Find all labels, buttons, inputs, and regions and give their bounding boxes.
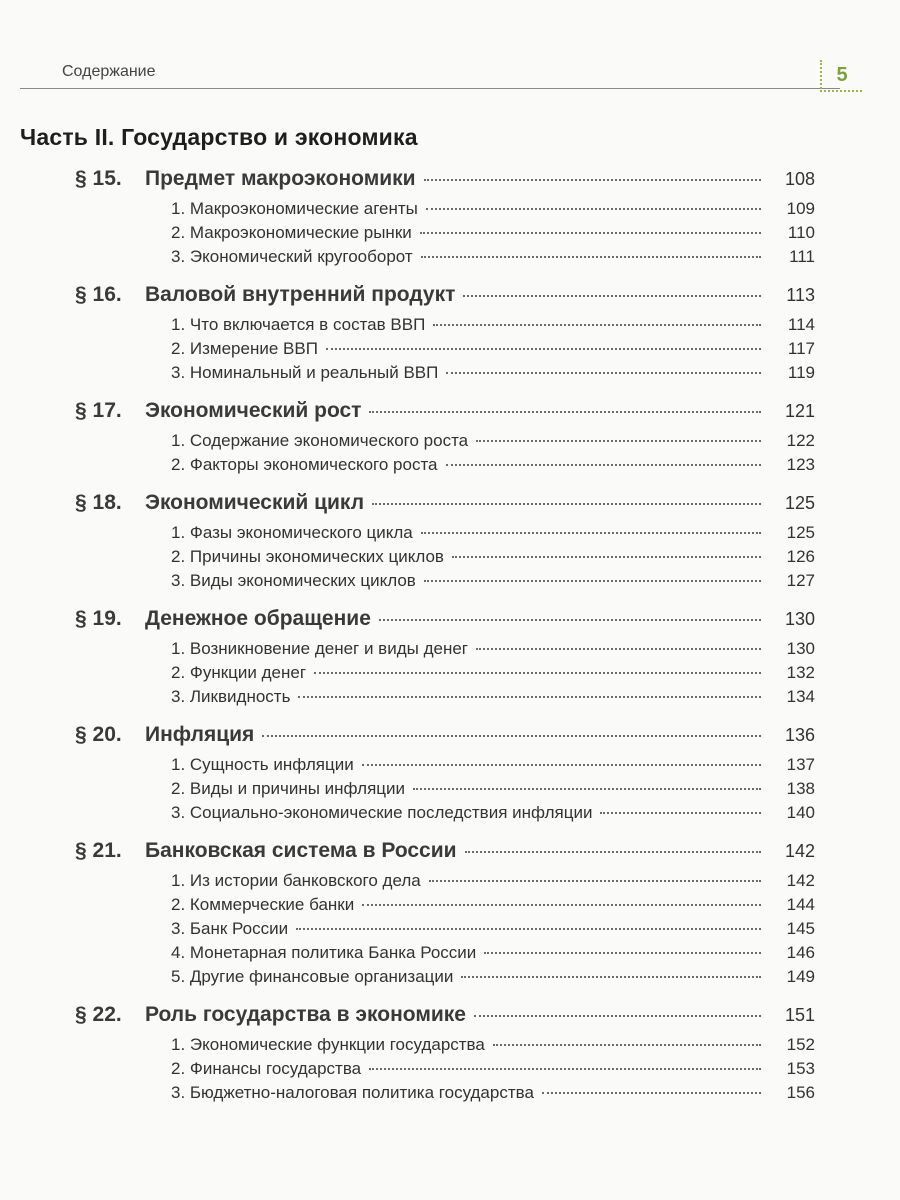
subsection-page-number: 111 [789,247,815,266]
section-entry[interactable] [75,167,815,199]
subsection-entry[interactable] [75,547,815,571]
section-entry[interactable] [75,491,815,523]
dot-leader [379,619,761,621]
section-title: Предмет макроэкономики [145,167,416,190]
section-number: § 22. [75,1003,122,1026]
dot-leader [476,440,761,442]
subsection-page-number: 110 [787,223,815,242]
subsection-title: 3. Номинальный и реальный ВВП [171,363,439,382]
subsection-page-number: 140 [786,803,815,822]
subsection-title: 2. Виды и причины инфляции [171,779,406,798]
dot-leader [461,976,761,978]
subsection-entry[interactable] [75,315,815,339]
subsection-title: 2. Функции денег [171,663,307,682]
subsection-page-number: 126 [786,547,815,566]
subsection-entry[interactable] [75,455,815,479]
section-page-number: 125 [784,493,815,513]
dot-leader [314,672,761,674]
subsection-entry[interactable] [75,247,815,271]
subsection-entry[interactable] [75,1035,815,1059]
subsection-entry[interactable] [75,223,815,247]
subsection-page-number: 114 [787,315,815,334]
subsection-entry[interactable] [75,339,815,363]
subsection-page-number: 117 [787,339,815,358]
dot-leader [326,348,761,350]
toc-section [75,607,815,711]
table-of-contents [75,167,815,1119]
section-number: § 15. [75,167,122,190]
subsection-entry[interactable] [75,967,815,991]
subsection-entry[interactable] [75,871,815,895]
section-number: § 21. [75,839,122,862]
dot-leader [600,812,761,814]
dot-leader [446,464,762,466]
subsection-title: 3. Виды экономических циклов [171,571,416,590]
dot-leader [433,324,761,326]
subsection-entry[interactable] [75,571,815,595]
toc-section [75,491,815,595]
section-title: Экономический цикл [145,491,365,514]
part-title: Часть II. Государство и экономика [20,124,418,150]
subsection-title: 3. Ликвидность [171,687,291,706]
subsection-title: 1. Экономические функции государства [171,1035,485,1054]
section-page-number: 151 [784,1005,815,1025]
subsection-entry[interactable] [75,199,815,223]
toc-section [75,1003,815,1107]
subsection-title: 2. Коммерческие банки [171,895,355,914]
subsection-title: 3. Социально-экономические последствия инфляции [171,803,593,822]
subsection-page-number: 152 [786,1035,815,1054]
subsection-entry[interactable] [75,363,815,387]
dot-leader [362,904,761,906]
section-title: Валовой внутренний продукт [145,283,456,306]
subsection-page-number: 153 [786,1059,815,1078]
dot-leader [420,232,761,234]
dot-leader [413,788,761,790]
subsection-title: 1. Возникновение денег и виды денег [171,639,468,658]
subsection-title: 1. Фазы экономического цикла [171,523,413,542]
section-number: § 18. [75,491,122,514]
subsection-page-number: 146 [786,943,815,962]
subsection-title: 2. Макроэкономические рынки [171,223,412,242]
subsection-title: 3. Банк России [171,919,289,938]
section-entry[interactable] [75,839,815,871]
dot-leader [424,179,761,181]
section-title: Экономический рост [145,399,362,422]
subsection-title: 3. Бюджетно-налоговая политика государства [171,1083,534,1102]
dot-leader [369,1068,761,1070]
dot-leader [446,372,761,374]
subsection-title: 2. Причины экономических циклов [171,547,444,566]
subsection-title: 2. Измерение ВВП [171,339,318,358]
subsection-title: 4. Монетарная политика Банка России [171,943,477,962]
subsection-page-number: 109 [786,199,815,218]
subsection-page-number: 138 [786,779,815,798]
section-title: Инфляция [145,723,255,746]
dot-leader [426,208,761,210]
subsection-entry[interactable] [75,431,815,455]
dot-leader [362,764,761,766]
subsection-page-number: 156 [786,1083,815,1102]
subsection-title: 1. Сущность инфляции [171,755,354,774]
subsection-page-number: 122 [786,431,815,450]
dot-leader [296,928,761,930]
subsection-page-number: 125 [786,523,815,542]
dot-leader [429,880,761,882]
toc-section [75,167,815,271]
subsection-entry[interactable] [75,755,815,779]
section-page-number: 130 [784,609,815,629]
subsection-entry[interactable] [75,1059,815,1083]
dot-leader [424,580,761,582]
section-page-number: 113 [786,285,815,305]
subsection-entry[interactable] [75,943,815,967]
dot-leader [372,503,761,505]
subsection-page-number: 130 [786,639,815,658]
subsection-title: 2. Финансы государства [171,1059,362,1078]
section-title: Денежное обращение [145,607,371,630]
subsection-entry[interactable] [75,779,815,803]
subsection-entry[interactable] [75,919,815,943]
section-title: Роль государства в экономике [145,1003,466,1026]
section-number: § 16. [75,283,122,306]
subsection-page-number: 142 [786,871,815,890]
dot-leader [476,648,761,650]
subsection-title: 3. Экономический кругооборот [171,247,413,266]
subsection-page-number: 144 [786,895,815,914]
subsection-title: 1. Из истории банковского дела [171,871,421,890]
section-entry[interactable] [75,607,815,639]
dot-leader [421,532,761,534]
section-number: § 17. [75,399,122,422]
subsection-title: 2. Факторы экономического роста [171,455,438,474]
dot-leader [452,556,761,558]
dot-leader [298,696,761,698]
section-title: Банковская система в России [145,839,457,862]
subsection-entry[interactable] [75,523,815,547]
subsection-page-number: 145 [786,919,815,938]
section-entry[interactable] [75,1003,815,1035]
subsection-title: 1. Что включается в состав ВВП [171,315,426,334]
subsection-page-number: 149 [786,967,815,986]
toc-section [75,839,815,991]
subsection-title: 1. Макроэкономические агенты [171,199,418,218]
section-entry[interactable] [75,283,815,315]
dot-leader [484,952,761,954]
subsection-page-number: 134 [786,687,815,706]
section-number: § 20. [75,723,122,746]
dot-leader [465,851,761,853]
section-entry[interactable] [75,723,815,755]
subsection-entry[interactable] [75,895,815,919]
toc-section [75,399,815,479]
dot-leader [369,411,761,413]
subsection-entry[interactable] [75,1083,815,1107]
toc-section [75,723,815,827]
subsection-page-number: 127 [786,571,815,590]
subsection-page-number: 119 [787,363,815,382]
page-header [20,60,840,89]
dot-leader [493,1044,761,1046]
section-page-number: 121 [784,401,815,421]
toc-section [75,283,815,387]
dot-leader [262,735,761,737]
section-number: § 19. [75,607,122,630]
subsection-entry[interactable] [75,687,815,711]
section-page-number: 136 [784,725,815,745]
page-number: 5 [820,60,862,92]
subsection-entry[interactable] [75,639,815,663]
section-entry[interactable] [75,399,815,431]
header-title: Содержание [62,63,156,80]
subsection-page-number: 123 [786,455,815,474]
dot-leader [421,256,761,258]
subsection-page-number: 132 [786,663,815,682]
dot-leader [474,1015,761,1017]
section-page-number: 142 [784,841,815,861]
subsection-entry[interactable] [75,803,815,827]
subsection-page-number: 137 [786,755,815,774]
subsection-title: 5. Другие финансовые организации [171,967,454,986]
dot-leader [542,1092,761,1094]
section-page-number: 108 [784,169,815,189]
dot-leader [463,295,761,297]
subsection-title: 1. Содержание экономического роста [171,431,469,450]
subsection-entry[interactable] [75,663,815,687]
